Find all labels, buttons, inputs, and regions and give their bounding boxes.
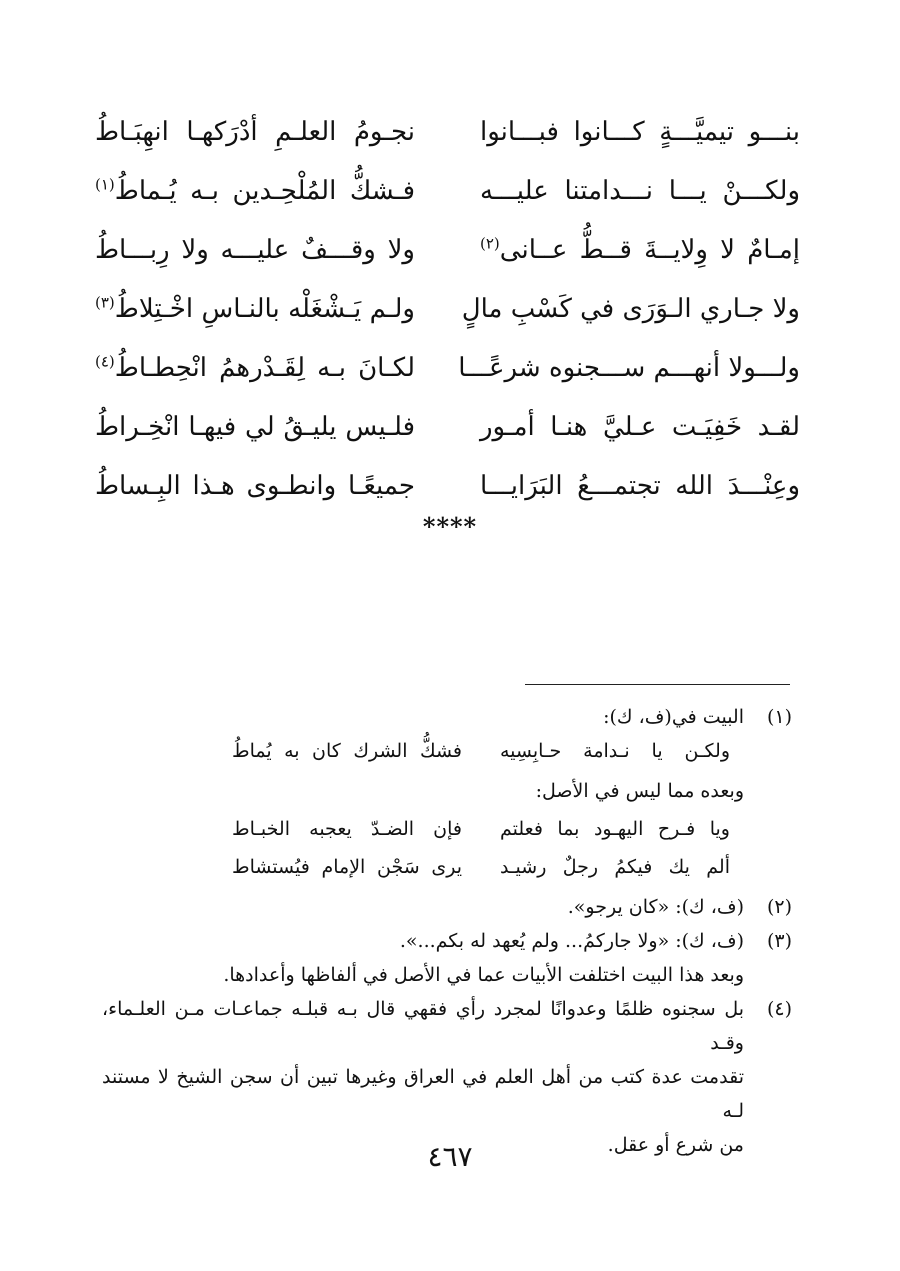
- hemistich-text: لكـانَ بـه لِقَـدْرهمُ انْحِطـاطُ: [114, 353, 415, 383]
- footnote-4: [102, 992, 792, 1162]
- footnote-text: (ف، ك): «كان يرجو».: [567, 896, 744, 918]
- footnote-text: بل سجنوه ظلمًا وعدوانًا لمجرد رأي فقهي قال بـه قبلـه جماعـات مـن العلـماء، وقـد: [102, 998, 744, 1054]
- footnote-number: (٤): [766, 998, 792, 1020]
- footnote-verse: [102, 850, 730, 890]
- verse-second-hemistich: ولا وقـــفٌ عليـــه ولا رِبـــاطُ: [95, 235, 415, 265]
- footnote-marker[interactable]: (١): [95, 175, 115, 194]
- footnote-text: البيت في(ف، ك):: [603, 706, 744, 728]
- footnote-number: (١): [766, 706, 792, 728]
- footnote-1: [102, 700, 792, 890]
- verse-second-hemistich: [95, 110, 415, 154]
- verse-second-hemistich: [95, 346, 415, 390]
- hemistich-text: ولـم يَـشْغَلْه بالنـاسِ اخْـتِلاطُ: [114, 294, 415, 324]
- verse-first-hemistich: ويا فـرح اليهـود بما فعلتم: [500, 818, 730, 840]
- verse-1: [95, 110, 800, 169]
- verse-first-hemistich: ولكـــنْ يـــا نـــدامتنا عليـــه: [480, 176, 800, 206]
- hemistich-text: إمـامٌ لا وِلايــةَ قــطُّ عــانى: [499, 235, 800, 265]
- verse-second-hemistich: فلـيس يليـقُ لي فيهـا انْخِـراطُ: [95, 412, 415, 442]
- verse-5: [95, 346, 800, 405]
- page-number: ٤٦٧: [427, 1140, 473, 1173]
- verse-second-hemistich: جميعًـا وانطـوى هـذا البِـساطُ: [95, 471, 415, 501]
- verse-second-hemistich: [95, 169, 415, 213]
- footnote-marker[interactable]: (٤): [95, 352, 115, 371]
- footnote-number: (٣): [766, 930, 792, 952]
- verse-first-hemistich: ولا جـاري الـوَرَى في كَسْبِ مالٍ: [461, 294, 800, 324]
- hemistich-text: فـشكُّ المُلْحِـدين بـه يُـماطُ: [114, 176, 415, 206]
- verse-first-hemistich: لقـد خَفِيَـت عـليَّ هنـا أمـور: [480, 412, 800, 442]
- footnote-text: من شرع أو عقل.: [607, 1134, 744, 1156]
- footnote-number: (٢): [766, 896, 792, 918]
- verse-first-hemistich: بنـــو تيميَّـــةٍ كـــانوا فبـــانوا: [480, 117, 800, 147]
- verse-second-hemistich: [95, 287, 415, 331]
- poem: [95, 110, 800, 523]
- verse-2: [95, 169, 800, 228]
- verse-first-hemistich: وعِنْـــدَ الله تجتمـــعُ البَرَايـــا: [480, 471, 800, 501]
- footnote-text: (ف، ك): «ولا جاركمُ... ولم يُعهد له بكم...».: [399, 930, 744, 952]
- footnotes: [102, 700, 792, 1162]
- verse-first-hemistich: ألم يك فيكمُ رجلٌ رشيـد: [500, 856, 730, 878]
- footnote-text: وبعده مما ليس في الأصل:: [535, 780, 744, 802]
- verse-first-hemistich: ولكـن يا نـدامة حـابِسِيه: [500, 740, 730, 762]
- footnote-verse: [102, 734, 730, 774]
- footnote-marker[interactable]: (٢): [480, 234, 500, 253]
- verse-6: [95, 405, 800, 464]
- footnote-marker[interactable]: (٣): [95, 293, 115, 312]
- verse-first-hemistich: [480, 228, 800, 272]
- footnote-divider: [525, 684, 790, 685]
- footnote-text: وبعد هذا البيت اختلفت الأبيات عما في الأصل في ألفاظها وأعدادها.: [223, 964, 744, 986]
- section-separator: ****: [422, 512, 478, 541]
- verse-second-hemistich: فإن الضـدّ يعجبه الخبـاط: [232, 818, 462, 840]
- hemistich-text: نجـومُ العلـمِ أدْرَكهـا انهِبَـاطُ: [95, 117, 415, 147]
- footnote-verse: [102, 812, 730, 850]
- verse-4: [95, 287, 800, 346]
- footnote-3: [102, 924, 792, 992]
- footnote-text: تقدمت عدة كتب من أهل العلم في العراق وغيرها تبين أن سجن الشيخ لا مستند لـه: [102, 1066, 744, 1122]
- footnote-2: [102, 890, 792, 924]
- verse-first-hemistich: ولـــولا أنهـــم ســـجنوه شرعًـــا: [458, 353, 800, 383]
- verse-3: [95, 228, 800, 287]
- verse-second-hemistich: يرى سَجْن الإمام فيُستشاط: [232, 856, 462, 878]
- verse-second-hemistich: فشكُّ الشرك كان به يُماطُ: [232, 740, 462, 762]
